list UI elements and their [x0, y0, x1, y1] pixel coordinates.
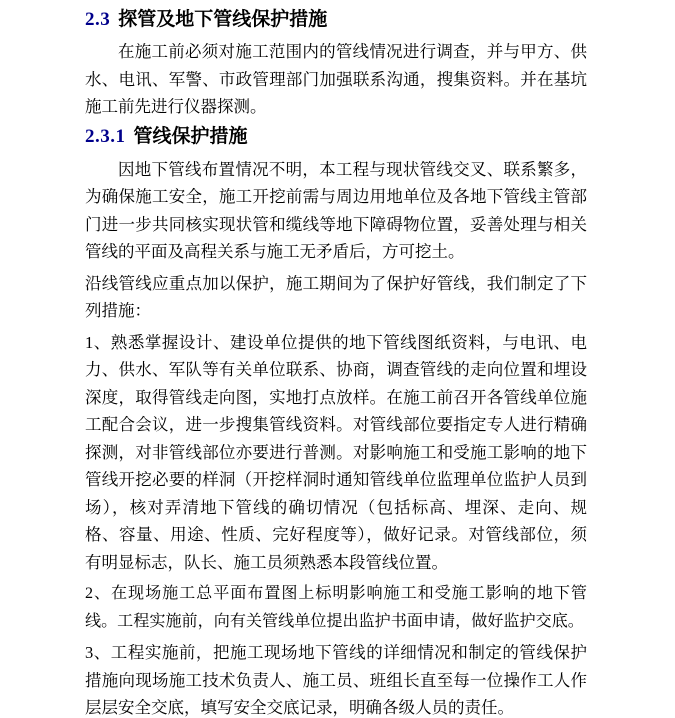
section-heading-2-3-1 [85, 125, 587, 149]
heading-number: 2.3.1 [85, 125, 126, 147]
heading-title: 管线保护措施 [133, 125, 248, 147]
section-heading-2-3 [85, 8, 587, 32]
paragraph-measure-3: 3、工程实施前，把施工现场地下管线的详细情况和制定的管线保护措施向现场施工技术负责人、施工员、班组长直至每一位操作工人作层层安全交底，填写安全交底记录，明确各级人员的责任。 [85, 643, 587, 717]
paragraph-survey-intro: 在施工前必须对施工范围内的管线情况进行调查，并与甲方、供水、电讯、军警、市政管理部门加强联系沟通，搜集资料。并在基坑施工前先进行仪器探测。 [85, 42, 587, 116]
heading-number: 2.3 [85, 9, 111, 30]
paragraph-measure-2: 2、在现场施工总平面布置图上标明影响施工和受施工影响的地下管线。工程实施前，向有关管线单位提出监护书面申请，做好监护交底。 [85, 585, 587, 630]
heading-title: 探管及地下管线保护措施 [118, 9, 328, 30]
paragraph-protection-lead-in: 沿线管线应重点加以保护，施工期间为了保护好管线，我们制定了下列措施： [85, 273, 587, 320]
paragraph-pipeline-situation: 因地下管线布置情况不明，本工程与现状管线交叉、联系繁多，为确保施工安全，施工开挖前需与周边用地单位及各地下管线主管部门进一步共同核实现状管和缆线等地下障碍物位置，妥善处理与相关管线的平面及高程关系与施工无矛盾后，方可挖土。 [85, 159, 587, 261]
paragraph-measure-1: 1、熟悉掌握设计、建设单位提供的地下管线图纸资料，与电讯、电力、供水、军队等有关单位联系、协商，调查管线的走向位置和埋设深度，取得管线走向图，实地打点放样。在施工前召开各管线单位施工配合会议，进一步搜集管线资料。对管线部位要指定专人进行精确探测，对非管线部位亦要进行普测。对影响施工和受施工影响的地下管线开挖必要的样洞（开挖样洞时通知管线单位监理单位监护人员到场），核对弄清地下管线的确切情况（包括标高、埋深、走向、规格、容量、用途、性质、完好程度等），做好记录。对管线部位，须有明显标志，队长、施工员须熟悉本段管线位置。 [85, 332, 587, 572]
